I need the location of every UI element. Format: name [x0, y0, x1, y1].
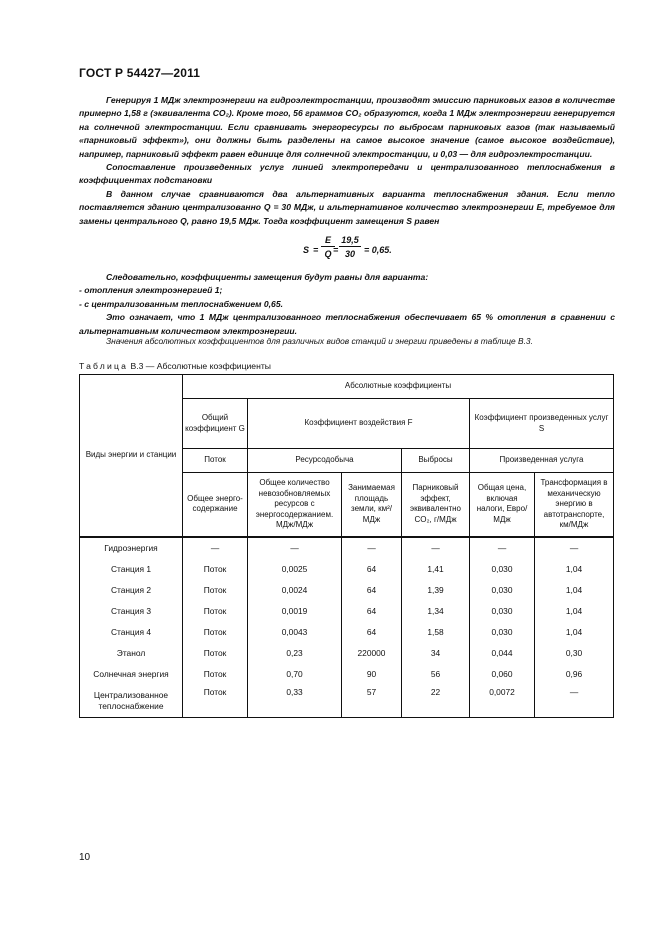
- table-cell: Поток: [183, 685, 248, 718]
- table-cell: 34: [402, 643, 470, 664]
- table-reference-note: Значения абсолютных коэффициентов для различных видов станций и энергии приведены в таблице В.3.: [106, 336, 533, 346]
- table-cell: 90: [342, 664, 402, 685]
- paragraph-therefore: Следовательно, коэффициенты замещения будут равны для варианта:: [106, 272, 429, 282]
- table-cell: 0,030: [470, 601, 535, 622]
- table-cell: 1,41: [402, 559, 470, 580]
- table-subheader-transport: Трансформация в механическую энергию в автотранспорте, км/МДж: [535, 473, 614, 537]
- table-cell: —: [535, 685, 614, 718]
- table-cell: Поток: [183, 664, 248, 685]
- formula: [0, 235, 661, 267]
- formula-q: Q: [324, 249, 332, 259]
- table-header-impact: Коэффициент воздействия F: [248, 399, 470, 449]
- paragraph-comparison-title: Сопоставление произведенных услуг линией электропередачи и централизованного теплоснабжения в коэффициентах подстановки: [79, 162, 615, 186]
- table-row: [80, 622, 614, 643]
- table-header-service: Коэффициент произведенных услуг S: [470, 399, 614, 449]
- table-cell: —: [183, 537, 248, 559]
- table-cell: 56: [402, 664, 470, 685]
- paragraph-meaning: Это означает, что 1 МДж централизованного теплоснабжения обеспечивает 65 % отопления в сравнении с альтернативным количеством электроэнергии.: [79, 312, 615, 336]
- table-cell: 1,39: [402, 580, 470, 601]
- table-row: [80, 537, 614, 559]
- table-cell: 220000: [342, 643, 402, 664]
- table-row: [80, 685, 614, 718]
- table-cell: 64: [342, 601, 402, 622]
- table-header-row-label: Виды энергии и станции: [80, 375, 183, 537]
- table-cell: 0,0025: [248, 559, 342, 580]
- table-header-general: Общий коэффициент G: [183, 399, 248, 449]
- text-block-1: [79, 94, 615, 228]
- table-cell: Поток: [183, 622, 248, 643]
- table-cell: 0,0043: [248, 622, 342, 643]
- table-cell: Станция 3: [80, 601, 183, 622]
- table-cell: —: [248, 537, 342, 559]
- table-cell: 0,30: [535, 643, 614, 664]
- table-caption: [79, 361, 271, 371]
- table-header-emissions: Выбросы: [402, 449, 470, 473]
- table-cell: 0,0072: [470, 685, 535, 718]
- table-row: [80, 664, 614, 685]
- table-header-produced-service: Произведенная услуга: [470, 449, 614, 473]
- table-cell: 0,044: [470, 643, 535, 664]
- table-cell: 0,0019: [248, 601, 342, 622]
- formula-e: E: [321, 235, 335, 247]
- formula-eq-2: =: [333, 245, 339, 255]
- table-cell: Гидроэнергия: [80, 537, 183, 559]
- document-header: ГОСТ Р 54427—2011: [79, 66, 201, 80]
- absolute-coefficients-table: [79, 374, 614, 718]
- text-block-2: [79, 271, 615, 338]
- formula-eq: =: [313, 245, 319, 255]
- table-subheader-greenhouse: Парниковый эффект, эквивалентно CO₂, г/МДж: [402, 473, 470, 537]
- table-cell: Поток: [183, 559, 248, 580]
- table-row: [80, 601, 614, 622]
- table-cell: 0,0024: [248, 580, 342, 601]
- table-cell: —: [535, 537, 614, 559]
- table-cell: Этанол: [80, 643, 183, 664]
- list-item-central: - с централизованным теплоснабжением 0,65.: [79, 298, 284, 309]
- table-cell: Станция 4: [80, 622, 183, 643]
- table-row: [80, 643, 614, 664]
- table-cell: Централизованное теплоснабжение: [80, 685, 183, 718]
- table-cell: Поток: [183, 601, 248, 622]
- table-cell: 1,04: [535, 622, 614, 643]
- table-cell: 1,04: [535, 559, 614, 580]
- list-item-electric: - отопления электроэнергией 1;: [79, 285, 223, 296]
- table-cell: 64: [342, 580, 402, 601]
- table-cell: 0,030: [470, 580, 535, 601]
- paragraph-emissions: Генерируя 1 МДж электроэнергии на гидроэлектростанции, производят эмиссию парниковых газов в количестве примерно 1,58 г (эквивалента CO₂). Кроме того, 56 граммов CO₂ образуются, когда 1 МДж электроэнергии генерируется на солнечной электростанции. Если сравнивать энергоресурсы по выбросам парниковых газов (так называемый «парниковый эффект»), они должны быть разделены на самое высокое значение (самое высокое воздействие), например, парниковый эффект равен единице для солнечной электростанции, и 0,03 — для гидроэлектростанции.: [79, 95, 615, 159]
- table-header-flow: Поток: [183, 449, 248, 473]
- table-cell: 0,030: [470, 559, 535, 580]
- table-subheader-nonrenewable: Общее количество невозобновляемых ресурсов с энергосодержанием. МДж/МДж: [248, 473, 342, 537]
- table-subheader-energy: Общее энерго-содержание: [183, 473, 248, 537]
- paragraph-heating-variants: В данном случае сравниваются два альтернативных варианта теплоснабжения здания. Если тепло поставляется зданию централизованно Q = 30 МДж, и альтернативное количество электроэнергии E, требуемое для замены центрального Q, равно 19,5 МДж. Тогда коэффициент замещения S равен: [79, 188, 615, 226]
- formula-denominator: 30: [344, 249, 355, 259]
- table-row: [80, 580, 614, 601]
- table-cell: 1,04: [535, 601, 614, 622]
- table-subheader-land: Занимаемая площадь земли, км²/МДж: [342, 473, 402, 537]
- table-cell: —: [402, 537, 470, 559]
- table-cell: 22: [402, 685, 470, 718]
- table-cell: Станция 2: [80, 580, 183, 601]
- table-row: [80, 559, 614, 580]
- table-cell: 64: [342, 622, 402, 643]
- table-cell: 1,34: [402, 601, 470, 622]
- formula-numerator: 19,5: [339, 235, 361, 247]
- formula-fraction-values: [339, 235, 361, 259]
- formula-result: = 0,65.: [364, 245, 392, 255]
- table-caption-label: Таблица: [79, 361, 129, 371]
- table-cell: 1,04: [535, 580, 614, 601]
- table-cell: —: [342, 537, 402, 559]
- table-cell: Поток: [183, 643, 248, 664]
- table-cell: Поток: [183, 580, 248, 601]
- formula-s: S: [303, 245, 310, 255]
- table-cell: 0,33: [248, 685, 342, 718]
- table-cell: 0,060: [470, 664, 535, 685]
- table-caption-title: В.3 — Абсолютные коэффициенты: [128, 361, 271, 371]
- page-number: 10: [79, 852, 91, 863]
- table-cell: 57: [342, 685, 402, 718]
- table-cell: —: [470, 537, 535, 559]
- table-cell: Станция 1: [80, 559, 183, 580]
- table-header-group: Абсолютные коэффициенты: [183, 375, 614, 399]
- table-cell: 64: [342, 559, 402, 580]
- table-cell: 1,58: [402, 622, 470, 643]
- table-subheader-price: Общая цена, включая налоги, Евро/МДж: [470, 473, 535, 537]
- table-cell: 0,030: [470, 622, 535, 643]
- table-cell: Солнечная энергия: [80, 664, 183, 685]
- table-cell: 0,96: [535, 664, 614, 685]
- table-header-resource: Ресурсодобыча: [248, 449, 402, 473]
- table-cell: 0,70: [248, 664, 342, 685]
- table-cell: 0,23: [248, 643, 342, 664]
